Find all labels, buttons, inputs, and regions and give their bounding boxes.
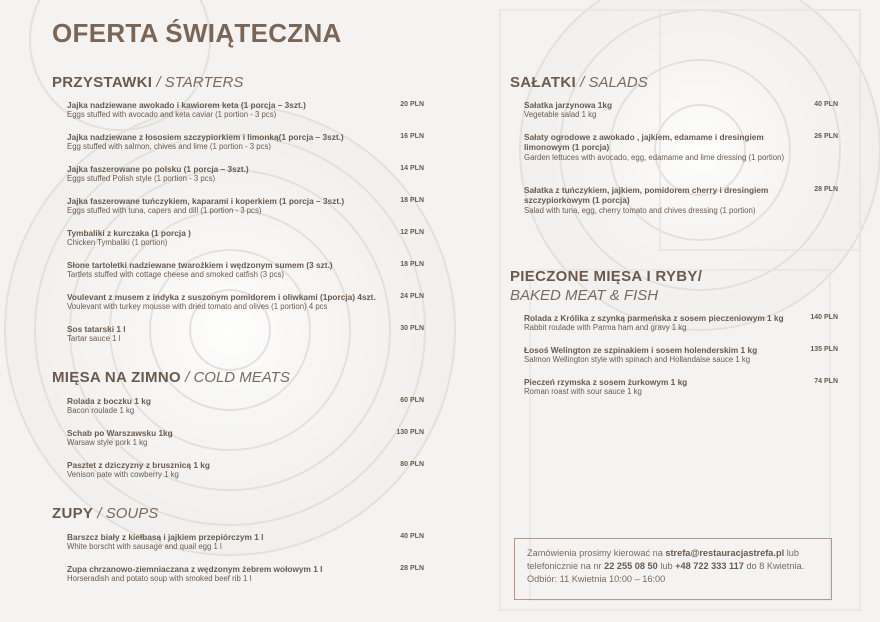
- item-description: Voulevant with turkey mousse with dried tomato and olives (1 portion) 4 pcs: [67, 302, 328, 312]
- item-name: Jajka faszerowane tuńczykiem, kaparami i koperkiem (1 porcja – 3szt.): [67, 196, 345, 206]
- section-heading-soups: ZUPY / SOUPS: [52, 505, 159, 522]
- item-name: Barszcz biały z kiełbasą i jajkiem przepiórczym 1 l: [67, 532, 264, 542]
- item-description: Eggs stuffed with tuna, capers and dill (1 portion - 3 pcs): [67, 206, 262, 216]
- menu-item: [67, 532, 427, 553]
- menu-item: [524, 377, 794, 398]
- section-heading-cold-meats: MIĘSA NA ZIMNO / COLD MEATS: [52, 369, 290, 386]
- menu-item: [524, 132, 794, 163]
- item-name: Sos tatarski 1 l: [67, 324, 126, 334]
- item-price: 74 PLN: [814, 378, 838, 385]
- item-name: Tymbaliki z kurczaka (1 porcja ): [67, 228, 191, 238]
- item-price: 130 PLN: [396, 429, 424, 436]
- order-text-suffix: lub telefonicznie na nr: [527, 548, 799, 571]
- item-price: 28 PLN: [400, 565, 424, 572]
- item-description: Eggs stuffed Polish style (1 portion - 3 pcs): [67, 174, 216, 184]
- item-name: Słone tartoletki nadziewane twarożkiem i wędzonym sumem (3 szt.): [67, 260, 333, 270]
- order-info-text: [527, 547, 827, 586]
- order-email-link[interactable]: strefa@restauracjastrefa.pl: [665, 548, 785, 558]
- item-description: Bacon roulade 1 kg: [67, 406, 135, 416]
- item-name: Jajka faszerowane po polsku (1 porcja – 3szt.): [67, 164, 249, 174]
- item-name: Rolada z boczku 1 kg: [67, 396, 151, 406]
- item-name: Jajka nadziewane awokado i kawiorem keta (1 porcja – 3szt.): [67, 100, 306, 110]
- section-title-pl: PRZYSTAWKI: [52, 74, 153, 91]
- item-description: Egg stuffed with salmon, chives and lime (1 portion - 3 pcs): [67, 142, 271, 152]
- order-text-until: do 8 Kwietnia.: [743, 561, 805, 571]
- item-price: 18 PLN: [400, 261, 424, 268]
- item-price: 135 PLN: [810, 346, 838, 353]
- menu-item: [524, 345, 794, 366]
- item-description: Venison pate with cowberry 1 kg: [67, 470, 179, 480]
- item-name: Pieczeń rzymska z sosem żurkowym 1 kg: [524, 377, 688, 387]
- item-price: 24 PLN: [400, 293, 424, 300]
- menu-item: [67, 228, 427, 249]
- item-name: Voulevant z musem z indyka z suszonym pomidorem i oliwkami (1porcja) 4szt.: [67, 292, 376, 302]
- section-title-pl: SAŁATKI: [510, 74, 576, 91]
- section-heading-starters: PRZYSTAWKI / STARTERS: [52, 74, 244, 91]
- item-description: Warsaw style pork 1 kg: [67, 438, 148, 448]
- item-price: 26 PLN: [814, 133, 838, 140]
- item-price: 30 PLN: [400, 325, 424, 332]
- item-description: Roman roast with sour sauce 1 kg: [524, 387, 642, 397]
- section-title-en: STARTERS: [164, 74, 244, 91]
- section-heading-salads: SAŁATKI / SALADS: [510, 74, 648, 91]
- item-name: Pasztet z dziczyzny z brusznicą 1 kg: [67, 460, 210, 470]
- item-description: Salmon Wellington style with spinach and Hollandaise sauce 1 kg: [524, 355, 751, 365]
- order-pickup: Odbiór: 11 Kwietnia 10:00 – 16:00: [527, 574, 666, 584]
- item-description: Eggs stuffed with avocado and keta caviar (1 portion - 3 pcs): [67, 110, 277, 120]
- order-text-or: lub: [657, 561, 676, 571]
- section-title-pl: ZUPY: [52, 505, 94, 522]
- item-description: Rabbit roulade with Parma ham and gravy 1 kg: [524, 323, 687, 333]
- item-name: Jajka nadziewane z łososiem szczypiorkiem i limonką(1 porcja – 3szt.): [67, 132, 344, 142]
- menu-item: [67, 164, 427, 185]
- section-title-en: COLD MEATS: [193, 369, 290, 386]
- menu-item: [524, 185, 794, 216]
- menu-item: [67, 460, 427, 481]
- menu-item: [67, 292, 427, 313]
- menu-item: [67, 564, 427, 585]
- page-title: OFERTA ŚWIĄTECZNA: [52, 18, 342, 48]
- item-name: Sałatka jarzynowa 1kg: [524, 100, 613, 110]
- menu-item: [67, 260, 427, 281]
- item-price: 40 PLN: [814, 101, 838, 108]
- item-price: 80 PLN: [400, 461, 424, 468]
- menu-item: [67, 132, 427, 153]
- section-title-pl: PIECZONE MIĘSA I RYBY/: [510, 268, 703, 285]
- order-phone-2[interactable]: +48 722 333 117: [675, 561, 744, 571]
- item-name: Łosoś Welington ze szpinakiem i sosem holenderskim 1 kg: [524, 345, 758, 355]
- menu-item: [67, 428, 427, 449]
- item-price: 12 PLN: [400, 229, 424, 236]
- item-name: Zupa chrzanowo-ziemniaczana z wędzonym żebrem wołowym 1 l: [67, 564, 323, 574]
- item-name: Sałatka z tuńczykiem, jajkiem, pomidorem cherry i dresingiem szczypiorkowym (1 porcja): [524, 185, 769, 206]
- item-description: Chicken Tymbaliki (1 portion): [67, 238, 168, 248]
- item-name: Schab po Warszawsku 1kg: [67, 428, 173, 438]
- item-price: 20 PLN: [400, 101, 424, 108]
- menu-item: [67, 324, 427, 345]
- menu-item: [524, 100, 794, 121]
- order-text-prefix: Zamówienia prosimy kierować na: [527, 548, 666, 558]
- item-description: Vegetable salad 1 kg: [524, 110, 597, 120]
- item-name: Sałaty ogrodowe z awokado , jajkiem, edamame i dresingiem limonowym (1 porcja): [524, 132, 764, 153]
- section-title-en: BAKED MEAT & FISH: [510, 287, 659, 304]
- section-title-pl: MIĘSA NA ZIMNO: [52, 369, 181, 386]
- item-price: 28 PLN: [814, 186, 838, 193]
- section-heading-baked: [510, 267, 702, 305]
- item-description: Tartlets stuffed with cottage cheese and smoked catfish (3 pcs): [67, 270, 284, 280]
- item-description: Tartar sauce 1 l: [67, 334, 121, 344]
- order-phone-1[interactable]: 22 255 08 50: [604, 561, 658, 571]
- item-description: Garden lettuces with avocado, egg, edamame and lime dressing (1 portion): [524, 152, 785, 162]
- item-description: Salad with tuna, egg, cherry tomato and chives dressing (1 portion): [524, 205, 756, 215]
- menu-item: [67, 100, 427, 121]
- section-title-en: SALADS: [588, 74, 648, 91]
- item-description: Horseradish and potato soup with smoked beef rib 1 l: [67, 574, 252, 584]
- item-name: Rolada z Królika z szynką parmeńska z sosem pieczeniowym 1 kg: [524, 313, 784, 323]
- section-title-en: SOUPS: [105, 505, 159, 522]
- item-price: 60 PLN: [400, 397, 424, 404]
- menu-item: [524, 313, 794, 334]
- order-info-box: [514, 538, 832, 600]
- menu-item: [67, 396, 427, 417]
- item-description: White borscht with sausage and quail egg 1 l: [67, 542, 222, 552]
- item-price: 140 PLN: [810, 314, 838, 321]
- item-price: 18 PLN: [400, 197, 424, 204]
- menu-item: [67, 196, 427, 217]
- item-price: 14 PLN: [400, 165, 424, 172]
- item-price: 16 PLN: [400, 133, 424, 140]
- item-price: 40 PLN: [400, 533, 424, 540]
